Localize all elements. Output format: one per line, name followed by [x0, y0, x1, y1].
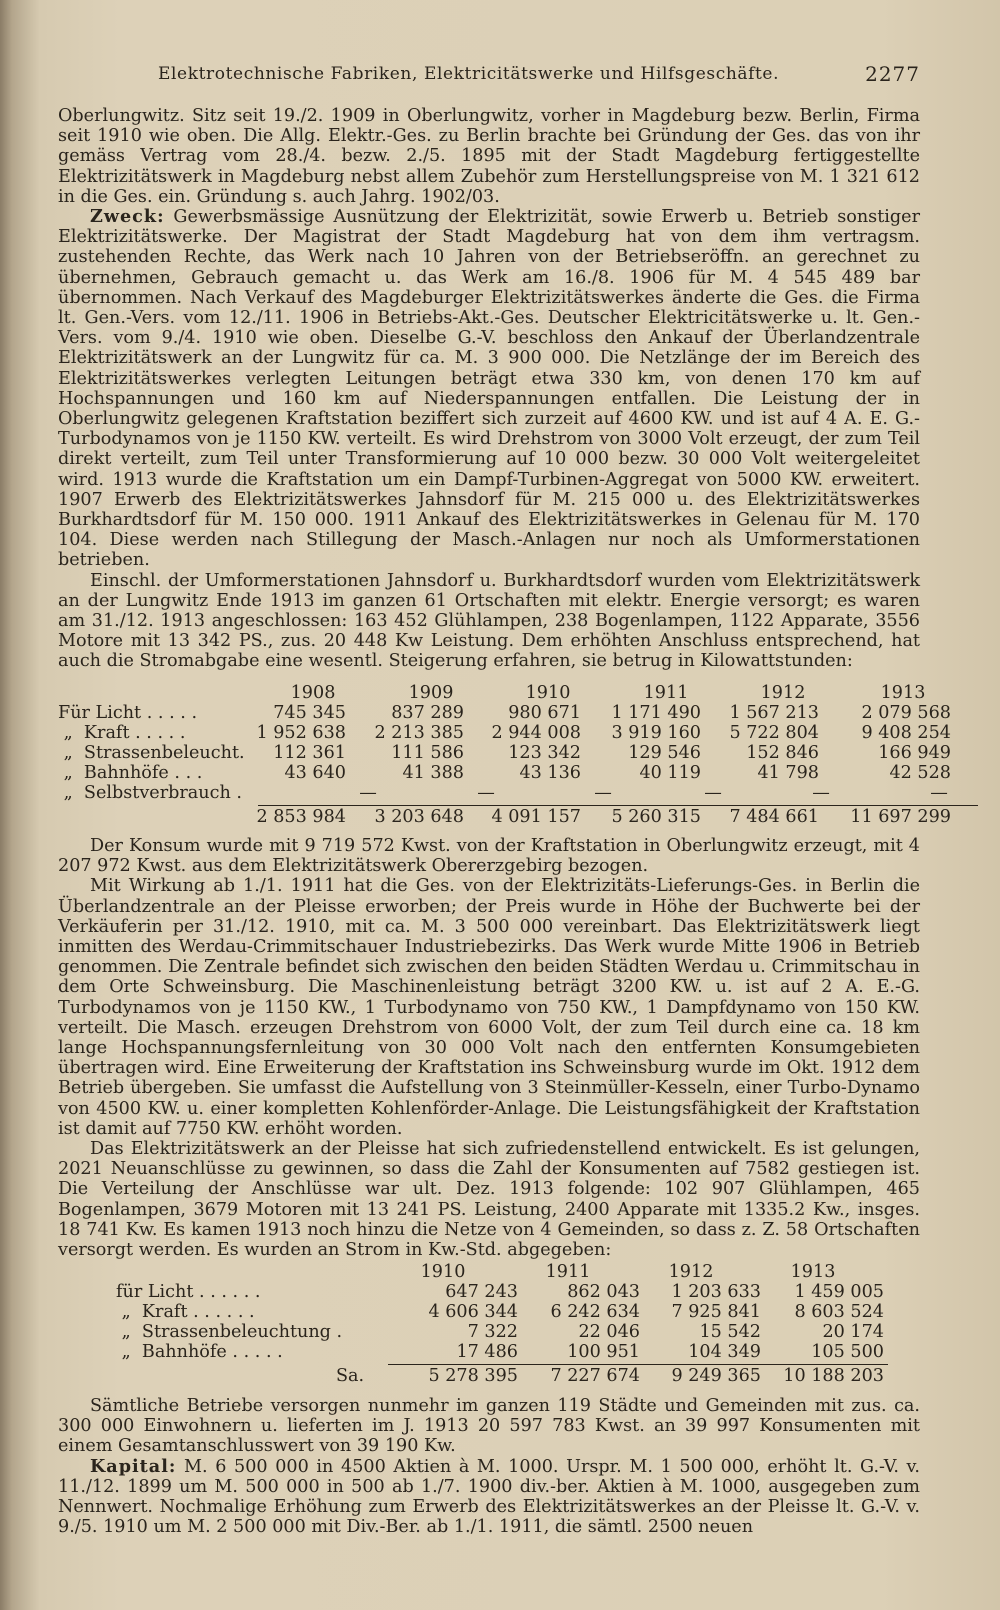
zweck-text: Gewerbsmässige Ausnützung der Elektrizität, sowie Erwerb u. Betrieb sonstiger Elektrizitätswerke. Der Magistrat der Stadt Magdeburg hat von dem ihm vertragsm. zustehenden Rechte, das Werk nach 10 Jahren von der Betriebseröffn. an gerechnet zu übernehmen, Gebrauch gemacht u. das Werk am 16./8. 1906 für M. 4 545 489 bar übernommen. Nach Verkauf des Magdeburger Elektrizitätswerkes änderte die Ges. die Firma lt. Gen.-Vers. vom 12./11. 1906 in Betriebs-Akt.-Ges. Deutscher Elektricitätswerke u. lt. Gen.-Vers. vom 9./4. 1910 wie oben. Dieselbe G.-V. beschloss den Ankauf der Überlandzentrale Elektrizitätswerk an der Lungwitz für ca. M. 3 900 000. Die Netzlänge der im Bereich des Elektrizitätswerkes verlegten Leitungen beträgt etwa 330 km, von denen 170 km auf Hochspannungen und 160 km auf Niederspannungen entfallen. Die Leistung der in Oberlungwitz gelegenen Kraftstation beziffert sich zurzeit auf 4600 KW. und ist auf 4 A. E. G.-Turbodynamos von je 1150 KW. verteilt. Es wird Drehstrom von 3000 Volt erzeugt, der zum Teil direkt verteilt, zum Teil unter Transformierung auf 10 000 bezw. 30 000 Volt weitergeleitet wird. 1913 wurde die Kraftstation um ein Dampf-Turbinen-Aggregat von 5000 KW. erweitert. 1907 Erwerb des Elektrizitätswerkes Jahnsdorf für M. 215 000 u. des Elektrizitätswerkes Burkhardtsdorf für M. 150 000. 1911 Ankauf des Elektrizitätswerkes in Gelenau für M. 170 104. Diese werden nach Stillegung der Masch.-Anlagen nur noch als Umformerstationen betrieben.	[58, 207, 920, 571]
table-total: 4 091 157	[491, 807, 581, 827]
row-label: „ Selbstverbrauch .	[58, 783, 242, 803]
table-cell: 17 486	[456, 1342, 518, 1362]
year-header: 1908	[290, 683, 336, 703]
table-header-row	[58, 683, 926, 703]
table-cell: 1 952 638	[256, 723, 346, 743]
table-cell: 111 586	[391, 743, 464, 763]
table-row	[58, 1342, 920, 1362]
table-cell: —	[704, 783, 722, 803]
table-cell: 22 046	[578, 1322, 640, 1342]
table-cell: 837 289	[391, 703, 464, 723]
year-header: 1911	[643, 683, 689, 703]
table-row	[58, 783, 948, 803]
table-total: 9 249 365	[671, 1366, 761, 1386]
table-cell: 2 213 385	[374, 723, 464, 743]
paragraph-kapital	[58, 1457, 920, 1538]
table-cell: 8 603 524	[794, 1302, 884, 1322]
table-cell: 41 798	[757, 763, 819, 783]
table-total: 11 697 299	[850, 807, 951, 827]
year-header: 1912	[760, 683, 806, 703]
row-label: „ Kraft . . . . . .	[116, 1302, 255, 1322]
section-oberlungwitz	[58, 106, 920, 672]
kapital-text: M. 6 500 000 in 4500 Aktien à M. 1000. Urspr. M. 1 500 000, erhöht lt. G.-V. v. 11./12. 1899 um M. 500 000 in 500 ab 1./7. 1900 div.-ber. Aktien à M. 1000, ausgegeben zum Nennwert. Nochmalige Erhöhung zum Erwerb des Elektrizitätswerkes an der Pleisse lt. G.-V. v. 9./5. 1910 um M. 2 500 000 mit Div.-Ber. ab 1./1. 1911, die sämtl. 2500 neuen	[58, 1456, 920, 1538]
table-cell: —	[359, 783, 377, 803]
paragraph-betriebe: Sämtliche Betriebe versorgen nunmehr im ganzen 119 Städte und Gemeinden mit zus. ca. 300 000 Einwohnern u. lieferten im J. 1913 20 597 783 Kwst. an 39 997 Konsumenten mit einem Gesamtanschlusswert von 39 190 Kw.	[58, 1396, 920, 1457]
table-total-row	[58, 1366, 920, 1386]
table-cell: 20 174	[822, 1322, 884, 1342]
table-cell: 1 459 005	[794, 1282, 884, 1302]
table-cell: 862 043	[567, 1282, 640, 1302]
table-cell: 980 671	[508, 703, 581, 723]
table-cell: 100 951	[567, 1342, 640, 1362]
table-total-row	[58, 807, 951, 827]
row-label: Für Licht . . . . .	[58, 703, 198, 723]
table-stromabgabe-lungwitz	[58, 683, 951, 827]
year-header: 1913	[790, 1262, 836, 1282]
table-cell: 745 345	[273, 703, 346, 723]
paragraph-zweck	[58, 207, 920, 571]
table-total: 10 188 203	[783, 1366, 884, 1386]
table-cell: 1 171 490	[611, 703, 701, 723]
table-cell: 4 606 344	[428, 1302, 518, 1322]
sum-rule	[258, 805, 978, 806]
table-total: 3 203 648	[374, 807, 464, 827]
year-header: 1910	[420, 1262, 466, 1282]
row-label: „ Strassenbeleuchtung .	[116, 1322, 343, 1342]
table-row	[58, 1322, 920, 1342]
row-label: für Licht . . . . . .	[116, 1282, 261, 1302]
table-cell: 123 342	[508, 743, 581, 763]
row-label: „ Bahnhöfe . . . . .	[116, 1342, 283, 1362]
running-title: Elektrotechnische Fabriken, Elektricitätswerke und Hilfsgeschäfte.	[158, 64, 780, 84]
table-cell: 43 640	[284, 763, 346, 783]
page-number: 2277	[865, 62, 920, 86]
section-pleisse	[58, 836, 920, 1260]
table-cell: 6 242 634	[550, 1302, 640, 1322]
row-label: „ Bahnhöfe . . .	[58, 763, 203, 783]
table-cell: 43 136	[519, 763, 581, 783]
table-cell: 104 349	[688, 1342, 761, 1362]
table-cell: 129 546	[628, 743, 701, 763]
table-total: 7 227 674	[550, 1366, 640, 1386]
table-total: 7 484 661	[729, 807, 819, 827]
table-total: 5 278 395	[428, 1366, 518, 1386]
row-label: „ Kraft . . . . .	[58, 723, 186, 743]
table-row	[58, 1302, 920, 1322]
table-cell: 1 203 633	[671, 1282, 761, 1302]
year-header: 1909	[408, 683, 454, 703]
table-cell: 7 322	[467, 1322, 518, 1342]
table-cell: 647 243	[445, 1282, 518, 1302]
table-row	[58, 743, 951, 763]
table-total: 5 260 315	[611, 807, 701, 827]
table-cell: —	[812, 783, 830, 803]
table-row	[58, 703, 951, 723]
year-header: 1911	[545, 1262, 591, 1282]
kapital-label: Kapital:	[90, 1455, 177, 1477]
table-cell: —	[930, 783, 948, 803]
table-cell: —	[477, 783, 495, 803]
table-header-row	[58, 1262, 920, 1282]
sum-label: Sa.	[336, 1366, 365, 1386]
running-header	[150, 62, 920, 92]
table-cell: 105 500	[811, 1342, 884, 1362]
paragraph-pleisse-entwicklung: Das Elektrizitätswerk an der Pleisse hat sich zufriedenstellend entwickelt. Es ist gelungen, 2021 Neuanschlüsse zu gewinnen, so dass die Zahl der Konsumenten auf 7582 gestiegen ist. Die Verteilung der Anschlüsse war ult. Dez. 1913 folgende: 102 907 Glühlampen, 465 Bogenlampen, 3679 Motoren mit 13 241 PS. Leistung, 2400 Apparate mit 1335.2 Kw., insges. 18 741 Kw. Es kamen 1913 noch hinzu die Netze von 4 Gemeinden, so dass z. Z. 58 Ortschaften versorgt werden. Es wurden an Strom in Kw.-Std. abgegeben:	[58, 1139, 920, 1261]
zweck-label: Zweck:	[90, 206, 165, 228]
year-header: 1912	[668, 1262, 714, 1282]
sum-rule	[388, 1364, 888, 1365]
table-cell: 7 925 841	[671, 1302, 761, 1322]
table-cell: 42 528	[889, 763, 951, 783]
table-cell: 152 846	[746, 743, 819, 763]
table-cell: 5 722 804	[729, 723, 819, 743]
table-cell: 3 919 160	[611, 723, 701, 743]
table-cell: 166 949	[878, 743, 951, 763]
table-stromabgabe-pleisse	[58, 1262, 920, 1386]
table-cell: —	[594, 783, 612, 803]
table-cell: 9 408 254	[861, 723, 951, 743]
table-cell: 2 944 008	[491, 723, 581, 743]
section-kapital	[58, 1396, 920, 1537]
table-cell: 2 079 568	[861, 703, 951, 723]
paragraph-intro: Oberlungwitz. Sitz seit 19./2. 1909 in Oberlungwitz, vorher in Magdeburg bezw. Berlin, Firma seit 1910 wie oben. Die Allg. Elektr.-Ges. zu Berlin brachte bei Gründung der Ges. das von ihr gemäss Vertrag vom 28./4. bezw. 2./5. 1895 mit der Stadt Magdeburg fertiggestellte Elektrizitätswerk in Magdeburg nebst allem Zubehör zum Herstellungspreise von M. 1 321 612 in die Ges. ein. Gründung s. auch Jahrg. 1902/03.	[58, 106, 920, 207]
table-cell: 112 361	[273, 743, 346, 763]
paragraph-umformerstationen: Einschl. der Umformerstationen Jahnsdorf u. Burkhardtsdorf wurden vom Elektrizitätswerk an der Lungwitz Ende 1913 im ganzen 61 Ortschaften mit elektr. Energie versorgt; es waren am 31./12. 1913 angeschlossen: 163 452 Glühlampen, 238 Bogenlampen, 1122 Apparate, 3556 Motore mit 13 342 PS., zus. 20 448 Kw Leistung. Dem erhöhten Anschluss entsprechend, hat auch die Stromabgabe eine wesentl. Steigerung erfahren, sie betrug in Kilowattstunden:	[58, 570, 920, 672]
year-header: 1910	[525, 683, 571, 703]
row-label: „ Strassenbeleucht.	[58, 743, 245, 763]
table-cell: 1 567 213	[729, 703, 819, 723]
paragraph-konsum: Der Konsum wurde mit 9 719 572 Kwst. von der Kraftstation in Oberlungwitz erzeugt, mit 4 207 972 Kwst. aus dem Elektrizitätswerk Obererzgebirg bezogen.	[58, 836, 920, 877]
table-row	[58, 763, 951, 783]
table-cell: 15 542	[699, 1322, 761, 1342]
table-row	[58, 723, 951, 743]
table-cell: 41 388	[402, 763, 464, 783]
table-row	[58, 1282, 920, 1302]
year-header: 1913	[880, 683, 926, 703]
table-cell: 40 119	[639, 763, 701, 783]
paragraph-pleisse-erwerb: Mit Wirkung ab 1./1. 1911 hat die Ges. von der Elektrizitäts-Lieferungs-Ges. in Berlin die Überlandzentrale an der Pleisse erworben; der Preis wurde in Höhe der Buchwerte bei der Verkäuferin per 31./12. 1910, mit ca. M. 3 500 000 vereinbart. Das Elektrizitätswerk liegt inmitten des Werdau-Crimmitschauer Industriebezirks. Das Werk wurde Mitte 1906 in Betrieb genommen. Die Zentrale befindet sich zwischen den beiden Städten Werdau u. Crimmitschau in dem Orte Schweinsburg. Die Maschinenleistung beträgt 3200 KW. u. ist auf 2 A. E.-G. Turbodynamos von je 1150 KW., 1 Turbodynamo von 750 KW., 1 Dampfdynamo von 150 KW. verteilt. Die Masch. erzeugen Drehstrom von 6000 Volt, der zum Teil durch eine ca. 18 km lange Hochspannungsfernleitung von 30 000 Volt nach den entfernten Konsumgebieten übertragen wird. Eine Erweiterung der Kraftstation ins Schweinsburg wurde im Okt. 1912 dem Betrieb übergeben. Sie umfasst die Aufstellung von 3 Steinmüller-Kesseln, einer Turbo-Dynamo von 4500 KW. u. einer kompletten Kohlenförder-Anlage. Die Leistungsfähigkeit der Kraftstation ist damit auf 7750 KW. erhöht worden.	[58, 876, 920, 1139]
table-total: 2 853 984	[256, 807, 346, 827]
